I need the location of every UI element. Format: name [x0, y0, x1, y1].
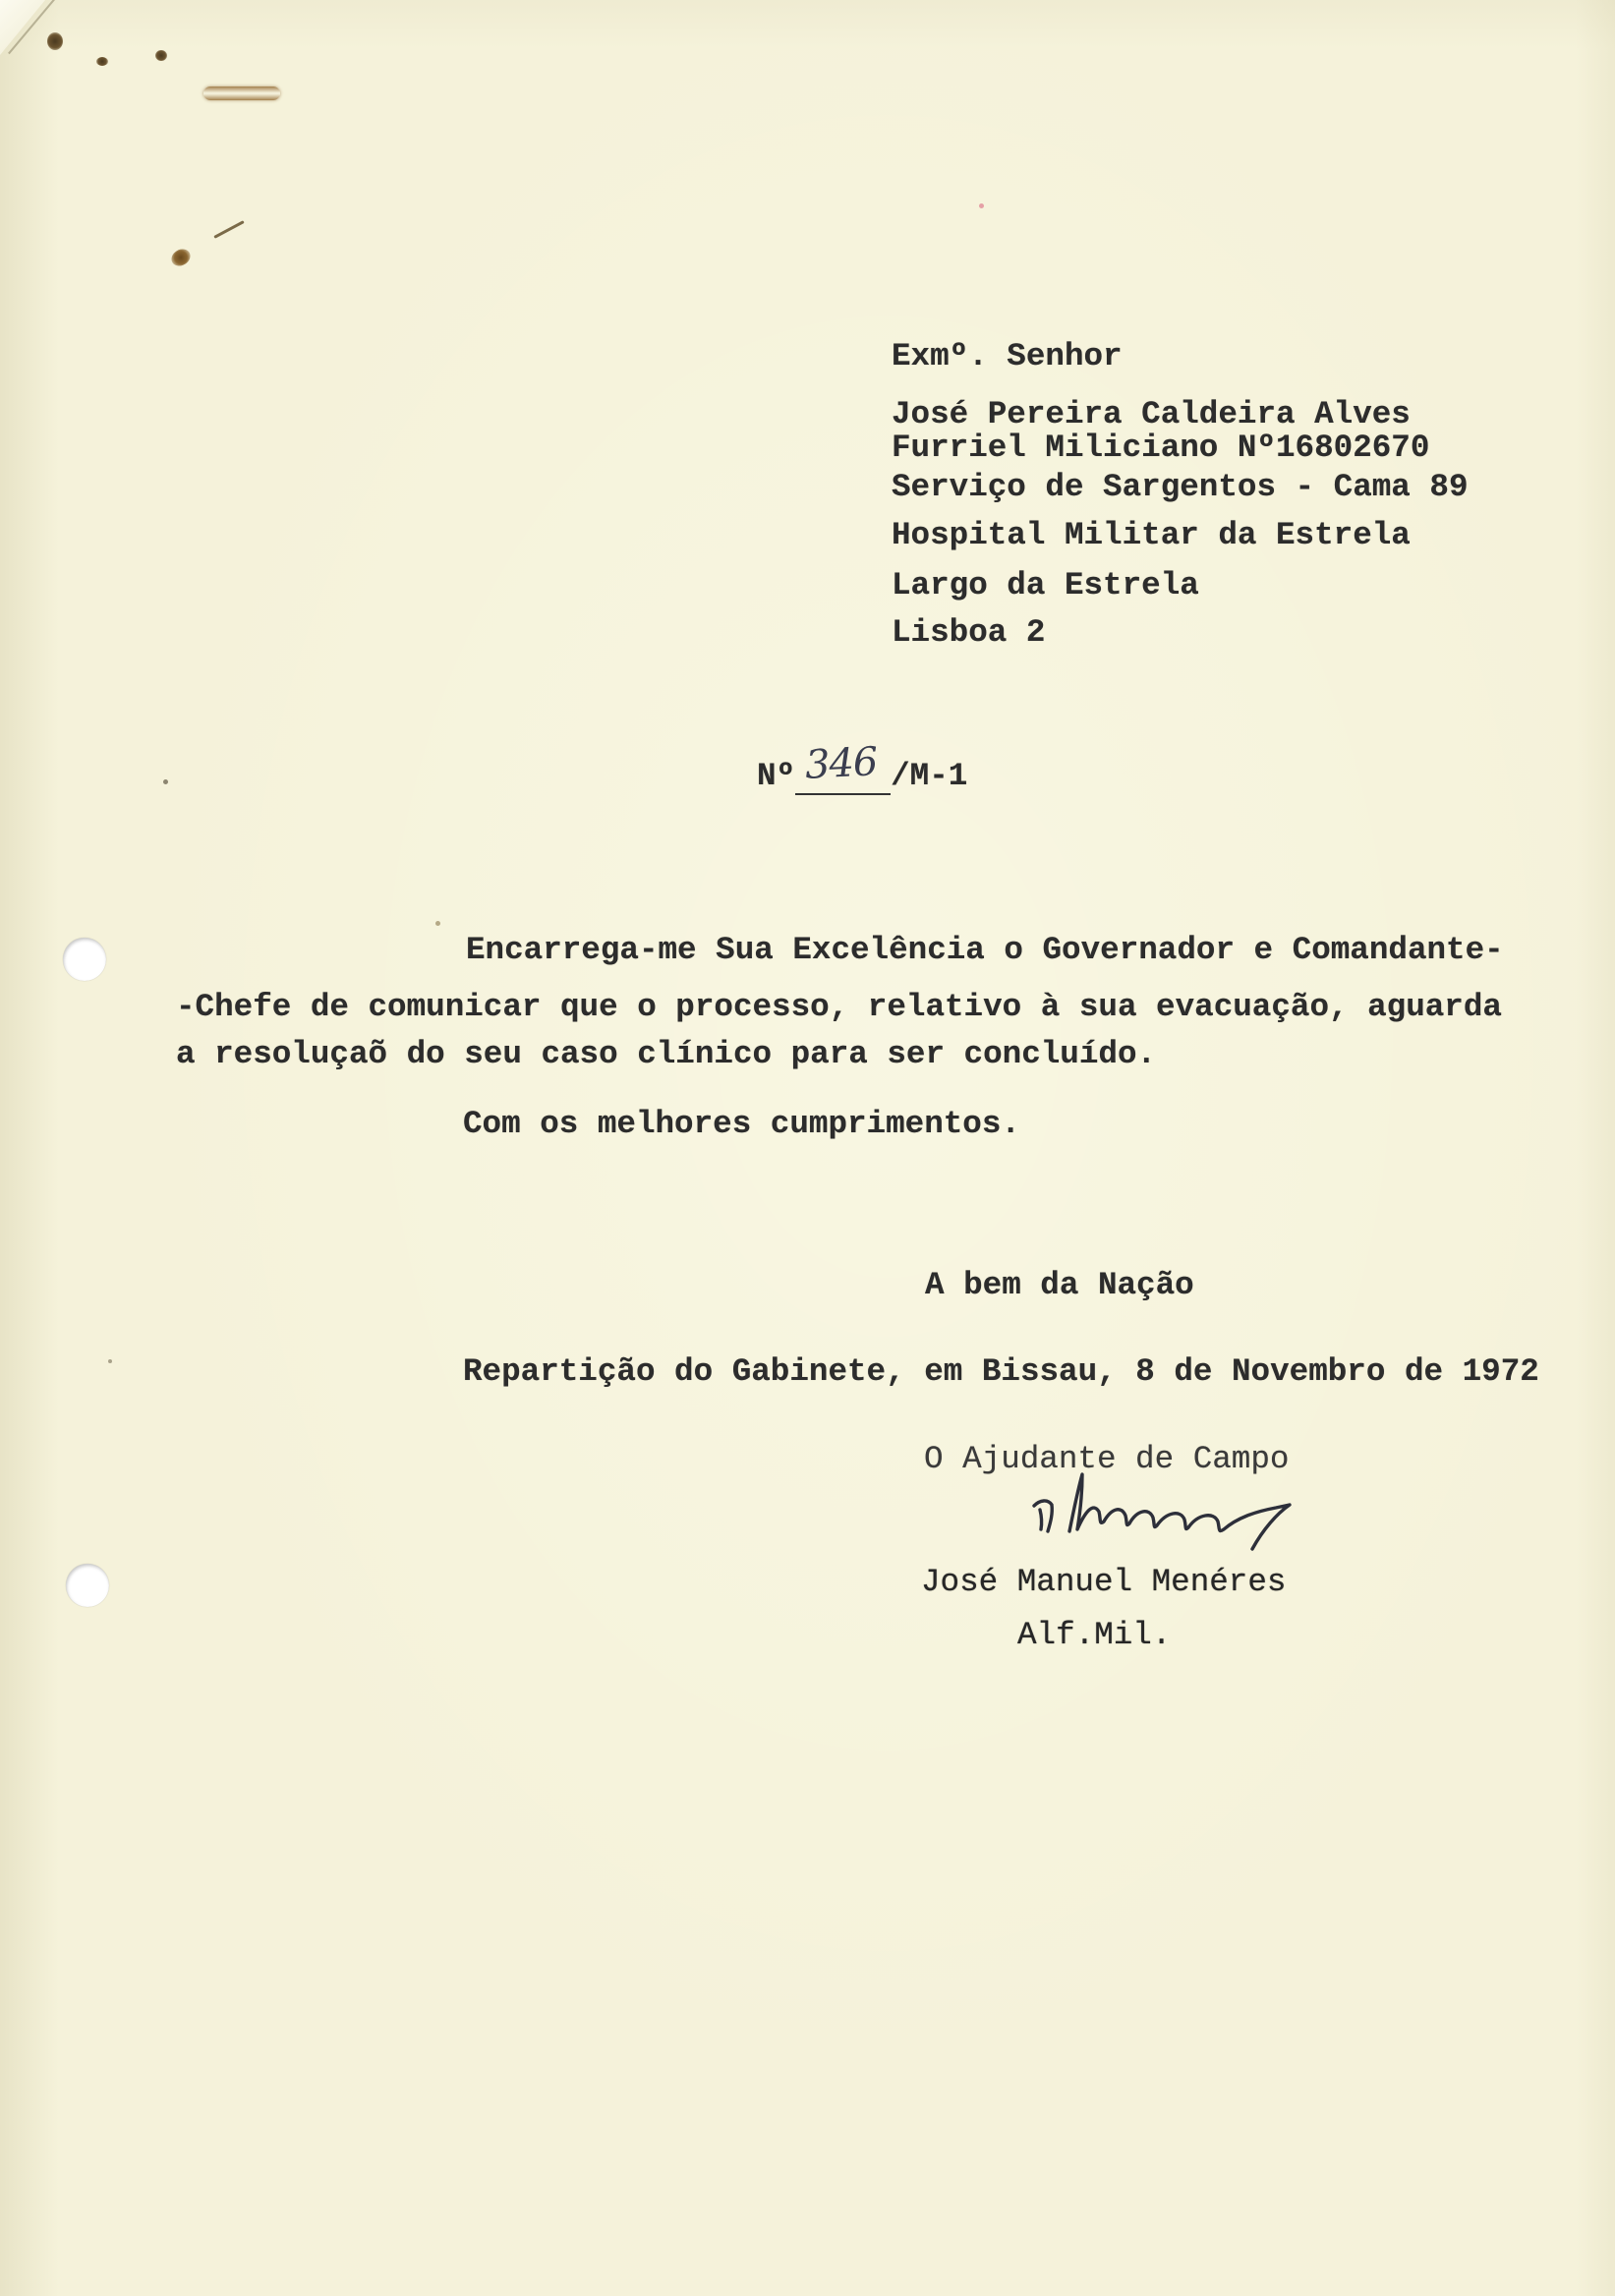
punch-hole [63, 938, 106, 981]
rust-stain [47, 32, 63, 50]
body-line: -Chefe de comunicar que o processo, relativo à sua evacuação, aguarda [176, 989, 1502, 1025]
signature [1030, 1470, 1296, 1561]
signatory-rank: Alf.Mil. [1017, 1617, 1172, 1653]
addressee-salutation: Exmº. Senhor [892, 338, 1123, 374]
ink-speck [979, 203, 984, 208]
signatory-title: O Ajudante de Campo [924, 1441, 1290, 1477]
closing-line: Com os melhores cumprimentos. [463, 1106, 1020, 1142]
punch-hole [66, 1564, 109, 1607]
body-line: a resoluçaõ do seu caso clínico para ser concluído. [176, 1036, 1157, 1072]
reference-blank [795, 739, 891, 795]
reference-suffix: /M-1 [891, 758, 968, 794]
speck [435, 921, 440, 926]
place-and-date: Repartição do Gabinete, em Bissau, 8 de Novembro de 1972 [463, 1353, 1539, 1390]
folded-corner [0, 0, 45, 55]
signature-stroke [1034, 1501, 1052, 1531]
addressee-city: Lisboa 2 [892, 614, 1046, 651]
rust-stain [96, 57, 108, 66]
scratch-mark [213, 220, 244, 239]
signatory-name: José Manuel Menéres [921, 1564, 1287, 1600]
speck [163, 779, 168, 784]
valediction: A bem da Nação [925, 1267, 1194, 1303]
addressee-street: Largo da Estrela [892, 567, 1199, 603]
signature-stroke [1069, 1474, 1290, 1549]
addressee-ward: Serviço de Sargentos - Cama 89 [892, 469, 1469, 505]
rust-stain [168, 246, 193, 269]
addressee-name: José Pereira Caldeira Alves [892, 396, 1411, 432]
staple-mark [203, 86, 280, 100]
addressee-institution: Hospital Militar da Estrela [892, 517, 1411, 553]
signature-stroke [1040, 1510, 1042, 1529]
rust-stain [155, 50, 167, 61]
reference-prefix: Nº [757, 758, 796, 794]
addressee-rank-number: Furriel Miliciano Nº16802670 [892, 430, 1430, 466]
speck [108, 1359, 112, 1363]
reference-handwritten-number: 346 [803, 739, 879, 788]
reference-number [757, 739, 968, 794]
body-line: Encarrega-me Sua Excelência o Governador e Comandante- [466, 932, 1504, 968]
